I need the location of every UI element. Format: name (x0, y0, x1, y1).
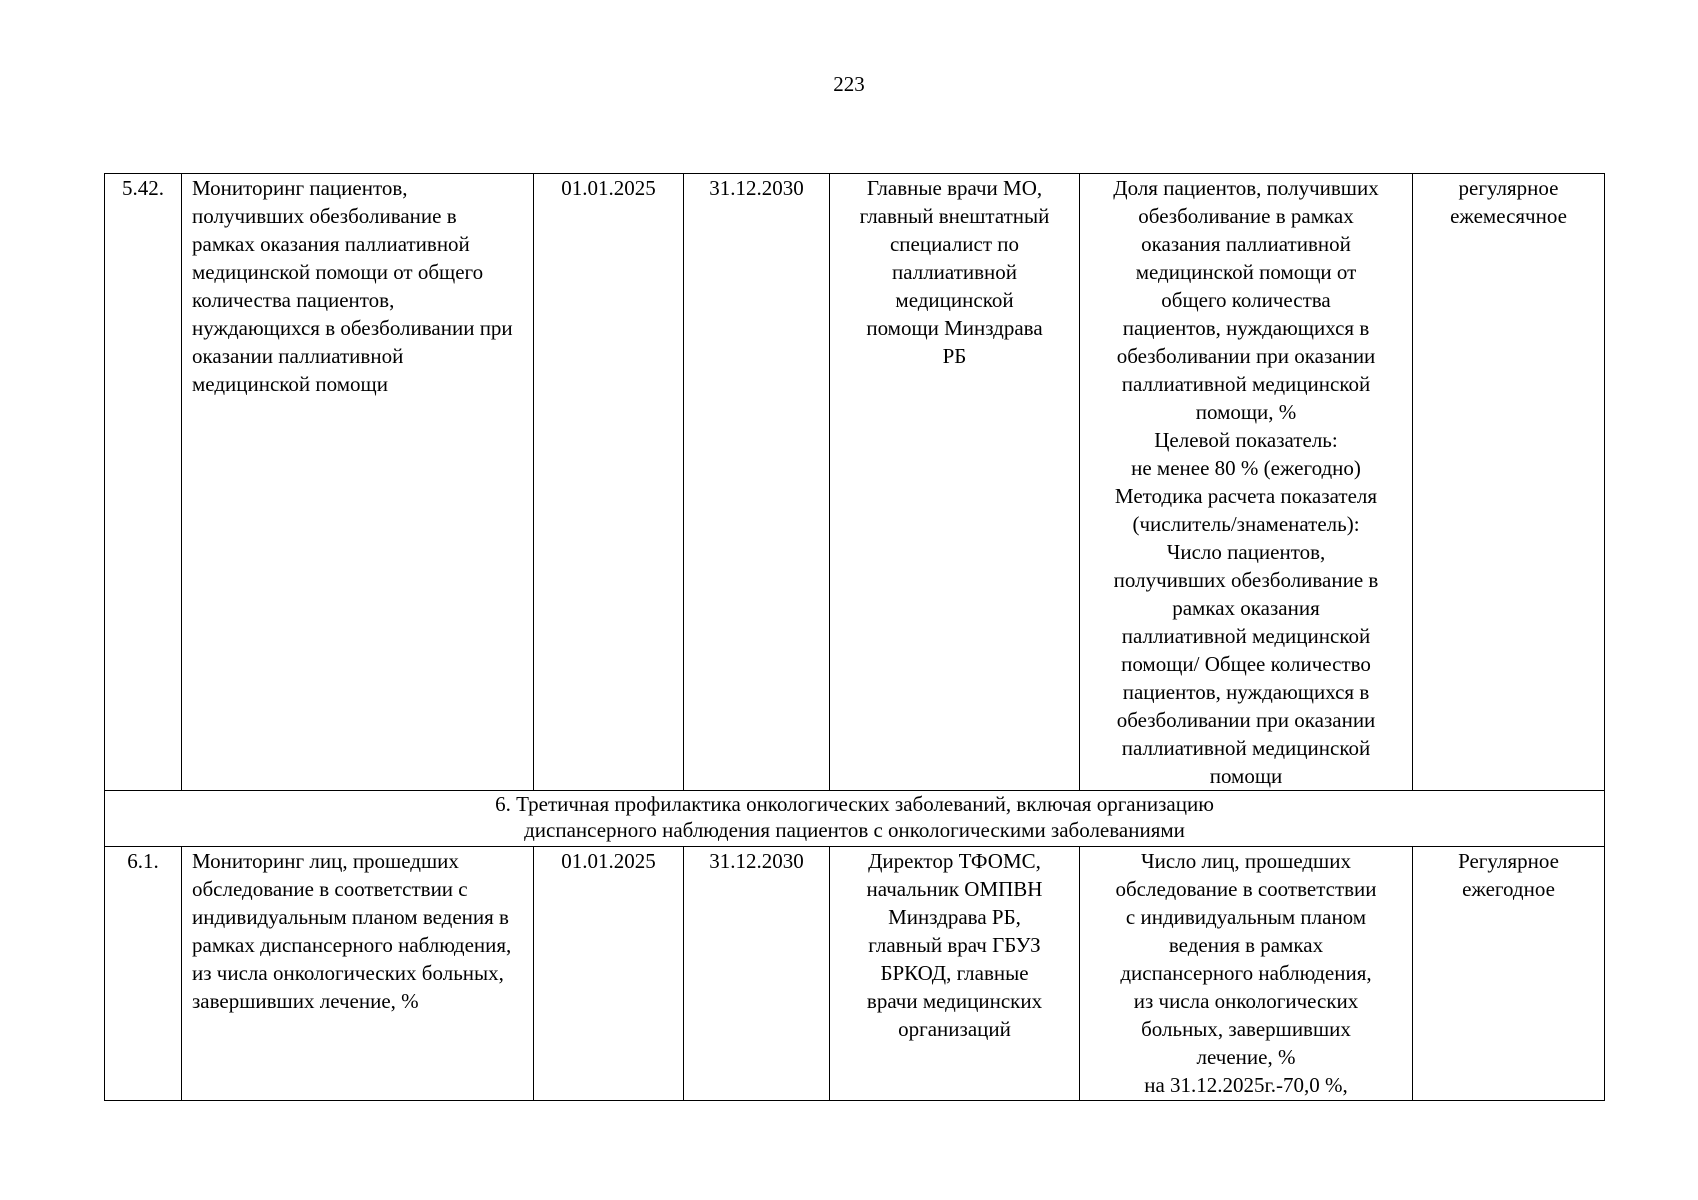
frequency-cell: регулярное ежемесячное (1413, 174, 1605, 791)
responsible-cell: Главные врачи МО, главный внештатный специалист по паллиативной медицинской помощи Минздрава РБ (830, 174, 1080, 791)
section-heading-line-2: диспансерного наблюдения пациентов с онкологическими заболеваниями (524, 818, 1185, 842)
activity-cell: Мониторинг пациентов, получивших обезболивание в рамках оказания паллиативной медицинской помощи от общего количества пациентов, нуждающихся в обезболивании при оказании паллиативной медицинской помощи (182, 174, 534, 791)
section-heading (105, 791, 1605, 847)
row-number: 6.1. (105, 847, 182, 1101)
table-row (105, 847, 1605, 1101)
frequency-cell: Регулярное ежегодное (1413, 847, 1605, 1101)
row-number: 5.42. (105, 174, 182, 791)
activity-cell: Мониторинг лиц, прошедших обследование в соответствии с индивидуальным планом ведения в рамках диспансерного наблюдения, из числа онкологических больных, завершивших лечение, % (182, 847, 534, 1101)
indicator-cell: Доля пациентов, получивших обезболивание в рамках оказания паллиативной медицинской помощи от общего количества пациентов, нуждающихся в обезболивании при оказании паллиативной медицинской помощи, % Целевой показатель: не менее 80 % (ежегодно) Методика расчета показателя (числитель/знаменатель): Число пациентов, получивших обезболивание в рамках оказания паллиативной медицинской помощи/ Общее количество пациентов, нуждающихся в обезболивании при оказании паллиативной медицинской помощи (1080, 174, 1413, 791)
end-date-cell: 31.12.2030 (684, 847, 830, 1101)
start-date-cell: 01.01.2025 (534, 847, 684, 1101)
end-date-cell: 31.12.2030 (684, 174, 830, 791)
indicator-cell: Число лиц, прошедших обследование в соответствии с индивидуальным планом ведения в рамках диспансерного наблюдения, из числа онкологических больных, завершивших лечение, % на 31.12.2025г.-70,0 %, (1080, 847, 1413, 1101)
section-header-row (105, 791, 1605, 847)
responsible-cell: Директор ТФОМС, начальник ОМПВН Минздрава РБ, главный врач ГБУЗ БРКОД, главные врачи медицинских организаций (830, 847, 1080, 1101)
page-number: 223 (833, 72, 865, 96)
measures-table (104, 173, 1605, 1101)
start-date-cell: 01.01.2025 (534, 174, 684, 791)
section-heading-line-1: 6. Третичная профилактика онкологических заболеваний, включая организацию (495, 792, 1214, 816)
table-row (105, 174, 1605, 791)
